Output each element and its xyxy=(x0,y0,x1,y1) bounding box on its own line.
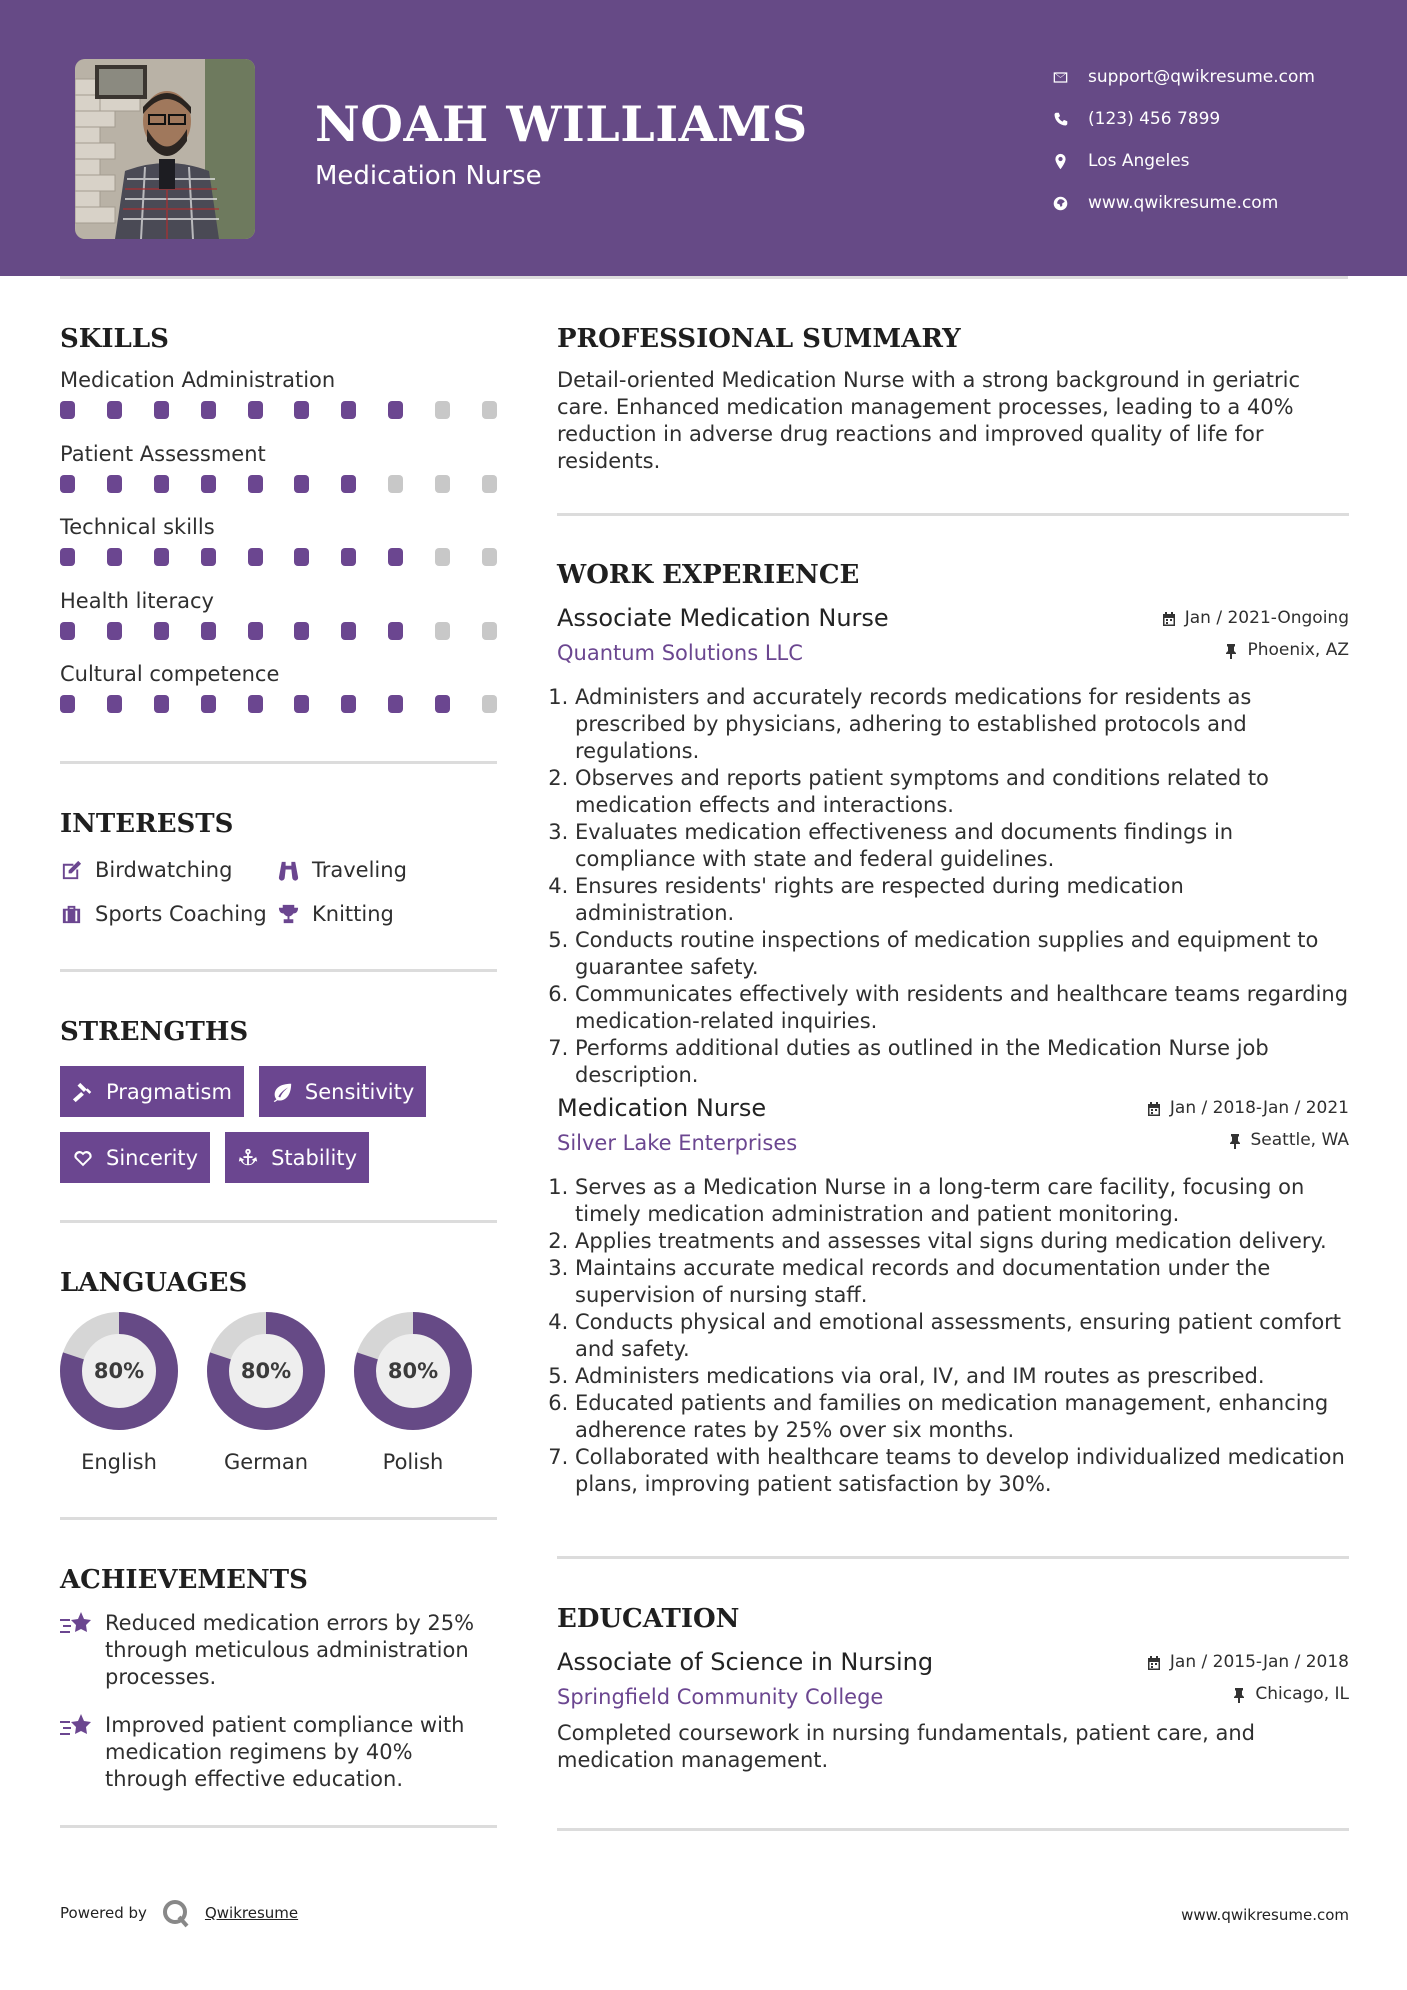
achievement-text: Reduced medication errors by 25% through meticulous administration processes. xyxy=(105,1611,475,1689)
contact-website-text: www.qwikresume.com xyxy=(1088,193,1279,213)
job-company[interactable]: Silver Lake Enterprises xyxy=(557,1131,798,1155)
rating-dot-filled xyxy=(294,475,309,493)
language-name: German xyxy=(223,1450,309,1474)
skill-name: Health literacy xyxy=(60,588,214,613)
candidate-name: NOAH WILLIAMS xyxy=(315,95,808,153)
calendar-icon xyxy=(1146,1655,1162,1671)
rating-dot-filled xyxy=(60,622,75,640)
rating-dot-filled xyxy=(248,622,263,640)
achievements-list xyxy=(60,1610,500,1814)
rating-dot-filled xyxy=(154,622,169,640)
rating-dot-filled xyxy=(248,548,263,566)
interests-list xyxy=(60,848,500,936)
education-date-text: Jan / 2015-Jan / 2018 xyxy=(1169,1652,1349,1672)
summary-heading: PROFESSIONAL SUMMARY xyxy=(557,324,961,354)
contact-email-text: support@qwikresume.com xyxy=(1088,67,1315,87)
divider xyxy=(60,1517,497,1520)
strength-badge xyxy=(60,1132,210,1183)
language-name: Polish xyxy=(382,1450,444,1474)
binoculars-icon xyxy=(277,859,300,882)
rating-dot-filled xyxy=(60,695,75,713)
job-entry xyxy=(557,606,1349,1089)
duty-item: 1. Serves as a Medication Nurse in a long-term care facility, focusing on timely medication administration and patient monitoring. xyxy=(575,1174,1349,1228)
interest-label: Traveling xyxy=(312,858,407,882)
rating-dot-empty xyxy=(482,622,497,640)
skill-item xyxy=(60,514,500,588)
rating-dot-filled xyxy=(294,548,309,566)
rating-dot-filled xyxy=(154,401,169,419)
interest-item xyxy=(277,902,394,926)
duty-item: 6. Educated patients and families on medication management, enhancing adherence rates by 25% over six months. xyxy=(575,1390,1349,1444)
contact-website[interactable] xyxy=(1050,182,1380,224)
language-name: English xyxy=(81,1450,157,1474)
education-entry xyxy=(557,1650,1349,1774)
duty-item: 2. Applies treatments and assesses vital signs during medication delivery. xyxy=(575,1228,1349,1255)
qwikresume-logo-icon xyxy=(161,1898,191,1928)
duty-item: 6. Communicates effectively with residents and healthcare teams regarding medication-related inquiries. xyxy=(575,981,1349,1035)
job-location xyxy=(1223,642,1349,659)
job-location xyxy=(1227,1132,1350,1149)
divider xyxy=(60,1825,497,1828)
interest-label: Sports Coaching xyxy=(95,902,267,926)
pushpin-icon xyxy=(1227,1133,1243,1149)
envelope-icon xyxy=(1050,69,1088,86)
rating-dot-filled xyxy=(201,475,216,493)
language-item xyxy=(352,1310,474,1474)
rating-dot-filled xyxy=(60,548,75,566)
footer-website[interactable]: www.qwikresume.com xyxy=(1181,1906,1349,1924)
job-date xyxy=(1146,1100,1349,1117)
duty-item: 5. Conducts routine inspections of medication supplies and equipment to guarantee safety. xyxy=(575,927,1349,981)
divider xyxy=(60,969,497,972)
calendar-icon xyxy=(1146,1101,1162,1117)
strengths-list xyxy=(60,1066,500,1198)
briefcase-icon xyxy=(60,903,83,926)
job-date xyxy=(1161,610,1349,627)
footer-powered-by xyxy=(60,1898,298,1928)
job-location-text: Phoenix, AZ xyxy=(1247,640,1349,660)
duty-item: 3. Maintains accurate medical records and documentation under the supervision of nursing staff. xyxy=(575,1255,1349,1309)
interest-item xyxy=(60,858,277,882)
divider xyxy=(60,761,497,764)
rating-dot-filled xyxy=(60,401,75,419)
job-date-text: Jan / 2018-Jan / 2021 xyxy=(1169,1098,1349,1118)
header-divider xyxy=(60,276,1348,279)
rating-dot-empty xyxy=(388,475,403,493)
contact-phone[interactable] xyxy=(1050,98,1380,140)
qwikresume-link[interactable]: Qwikresume xyxy=(204,1904,299,1922)
rating-dot-filled xyxy=(154,695,169,713)
interest-label: Knitting xyxy=(312,902,394,926)
achievements-heading: ACHIEVEMENTS xyxy=(60,1565,308,1595)
job-location-text: Seattle, WA xyxy=(1250,1130,1349,1150)
skill-rating xyxy=(60,475,497,493)
skills-list xyxy=(60,367,500,735)
rating-dot-filled xyxy=(107,695,122,713)
contact-phone-text: (123) 456 7899 xyxy=(1088,109,1221,129)
work-heading: WORK EXPERIENCE xyxy=(557,560,860,590)
rating-dot-empty xyxy=(482,401,497,419)
skill-rating xyxy=(60,622,497,640)
header-banner xyxy=(0,0,1407,276)
skill-item xyxy=(60,367,500,441)
degree-title: Associate of Science in Nursing xyxy=(557,1648,934,1676)
rating-dot-filled xyxy=(107,401,122,419)
rating-dot-filled xyxy=(154,475,169,493)
rating-dot-filled xyxy=(341,622,356,640)
rating-dot-empty xyxy=(435,401,450,419)
job-title: Medication Nurse xyxy=(557,1094,767,1122)
rating-dot-filled xyxy=(248,695,263,713)
language-progress-ring xyxy=(58,1310,180,1432)
duty-item: 4. Conducts physical and emotional assessments, ensuring patient comfort and safety. xyxy=(575,1309,1349,1363)
interest-item xyxy=(277,858,407,882)
achievement-item xyxy=(60,1712,500,1793)
skill-rating xyxy=(60,695,497,713)
rating-dot-empty xyxy=(482,475,497,493)
trophy-icon xyxy=(277,903,300,926)
rating-dot-filled xyxy=(294,401,309,419)
divider xyxy=(557,1556,1349,1559)
skill-item xyxy=(60,661,500,735)
divider xyxy=(557,513,1349,516)
rating-dot-filled xyxy=(201,695,216,713)
languages-heading: LANGUAGES xyxy=(60,1268,248,1298)
skill-rating xyxy=(60,548,497,566)
rating-dot-filled xyxy=(248,401,263,419)
skill-name: Cultural competence xyxy=(60,662,280,686)
duty-item: 7. Collaborated with healthcare teams to develop individualized medication plans, improving patient satisfaction by 30%. xyxy=(575,1444,1349,1498)
interests-heading: INTERESTS xyxy=(60,809,234,839)
edit-icon xyxy=(60,859,83,882)
contact-location-text: Los Angeles xyxy=(1088,151,1190,171)
strength-label: Sensitivity xyxy=(304,1079,415,1104)
rating-dot-filled xyxy=(388,401,403,419)
language-percent: 80% xyxy=(93,1359,145,1383)
gavel-icon xyxy=(72,1081,94,1103)
phone-icon xyxy=(1050,111,1088,128)
education-description: Completed coursework in nursing fundamentals, patient care, and medication management. xyxy=(557,1721,1255,1772)
strength-label: Pragmatism xyxy=(106,1079,232,1104)
strength-label: Sincerity xyxy=(106,1145,199,1170)
skill-name: Technical skills xyxy=(60,515,215,539)
duty-item: 2. Observes and reports patient symptoms and conditions related to medication effects and interactions. xyxy=(575,765,1349,819)
rating-dot-filled xyxy=(201,622,216,640)
rating-dot-filled xyxy=(201,401,216,419)
rating-dot-empty xyxy=(435,475,450,493)
strength-badge xyxy=(225,1132,369,1183)
duty-item: 3. Evaluates medication effectiveness and documents findings in compliance with state and federal guidelines. xyxy=(575,819,1349,873)
divider xyxy=(557,1828,1349,1831)
strength-badge xyxy=(60,1066,244,1117)
globe-icon xyxy=(1050,195,1088,212)
education-location-text: Chicago, IL xyxy=(1255,1684,1349,1704)
rating-dot-filled xyxy=(435,695,450,713)
anchor-icon xyxy=(237,1147,259,1169)
pushpin-icon xyxy=(1231,1687,1247,1703)
duty-item: 4. Ensures residents' rights are respected during medication administration. xyxy=(575,873,1349,927)
map-pin-icon xyxy=(1050,153,1088,170)
rating-dot-filled xyxy=(341,475,356,493)
rating-dot-filled xyxy=(341,548,356,566)
job-title: Associate Medication Nurse xyxy=(557,604,889,632)
language-progress-ring xyxy=(205,1310,327,1432)
job-duties xyxy=(557,684,1349,1089)
education-location xyxy=(1231,1686,1349,1703)
achievement-text: Improved patient compliance with medication regimens by 40% through effective education. xyxy=(105,1713,465,1791)
rating-dot-empty xyxy=(482,548,497,566)
language-percent: 80% xyxy=(240,1359,292,1383)
rating-dot-empty xyxy=(435,622,450,640)
rating-dot-empty xyxy=(482,695,497,713)
skill-name: Medication Administration xyxy=(60,368,336,392)
contact-location xyxy=(1050,140,1380,182)
language-progress-ring xyxy=(352,1310,474,1432)
language-percent: 80% xyxy=(387,1359,439,1383)
duty-item: 5. Administers medications via oral, IV, and IM routes as prescribed. xyxy=(575,1363,1349,1390)
achievement-item xyxy=(60,1610,500,1691)
skills-heading: SKILLS xyxy=(60,324,169,354)
rating-dot-empty xyxy=(435,548,450,566)
rating-dot-filled xyxy=(388,695,403,713)
powered-by-text: Powered by xyxy=(60,1904,147,1922)
rating-dot-filled xyxy=(201,548,216,566)
rating-dot-filled xyxy=(388,622,403,640)
duty-item: 1. Administers and accurately records medications for residents as prescribed by physicians, adhering to established protocols and regulations. xyxy=(575,684,1349,765)
interest-label: Birdwatching xyxy=(95,858,233,882)
rating-dot-filled xyxy=(248,475,263,493)
education-date xyxy=(1146,1654,1349,1671)
profile-photo xyxy=(75,59,255,239)
rating-dot-filled xyxy=(107,475,122,493)
rating-dot-filled xyxy=(107,548,122,566)
duty-item: 7. Performs additional duties as outlined in the Medication Nurse job description. xyxy=(575,1035,1349,1089)
rating-dot-filled xyxy=(294,695,309,713)
skill-item xyxy=(60,441,500,515)
language-item xyxy=(58,1310,180,1474)
job-duties xyxy=(557,1174,1349,1498)
strength-label: Stability xyxy=(271,1145,358,1170)
rating-dot-filled xyxy=(341,695,356,713)
shooting-star-icon xyxy=(60,1610,94,1640)
summary-text: Detail-oriented Medication Nurse with a strong background in geriatric care. Enhanced medication management processes, leading to a 40% reduction in adverse drug reactions and improved quality of life for residents. xyxy=(557,368,1301,473)
languages-list xyxy=(58,1310,474,1474)
rating-dot-filled xyxy=(154,548,169,566)
rating-dot-filled xyxy=(60,475,75,493)
calendar-icon xyxy=(1161,611,1177,627)
pushpin-icon xyxy=(1223,643,1239,659)
skill-name: Patient Assessment xyxy=(60,441,266,466)
school-name[interactable]: Springfield Community College xyxy=(557,1685,884,1709)
education-heading: EDUCATION xyxy=(557,1604,740,1634)
rating-dot-filled xyxy=(341,401,356,419)
divider xyxy=(60,1220,497,1223)
language-item xyxy=(205,1310,327,1474)
heart-icon xyxy=(72,1147,94,1169)
rating-dot-filled xyxy=(294,622,309,640)
strengths-heading: STRENGTHS xyxy=(60,1017,249,1047)
interest-item xyxy=(60,902,277,926)
skill-item xyxy=(60,588,500,662)
skill-rating xyxy=(60,401,497,419)
contact-list xyxy=(1050,56,1380,224)
rating-dot-filled xyxy=(388,548,403,566)
job-company[interactable]: Quantum Solutions LLC xyxy=(557,641,803,665)
shooting-star-icon xyxy=(60,1712,94,1742)
strength-badge xyxy=(259,1066,426,1117)
job-entry xyxy=(557,1096,1349,1498)
leaf-icon xyxy=(271,1081,293,1103)
candidate-title: Medication Nurse xyxy=(315,161,542,191)
job-date-text: Jan / 2021-Ongoing xyxy=(1184,608,1349,628)
contact-email[interactable] xyxy=(1050,56,1380,98)
rating-dot-filled xyxy=(107,622,122,640)
